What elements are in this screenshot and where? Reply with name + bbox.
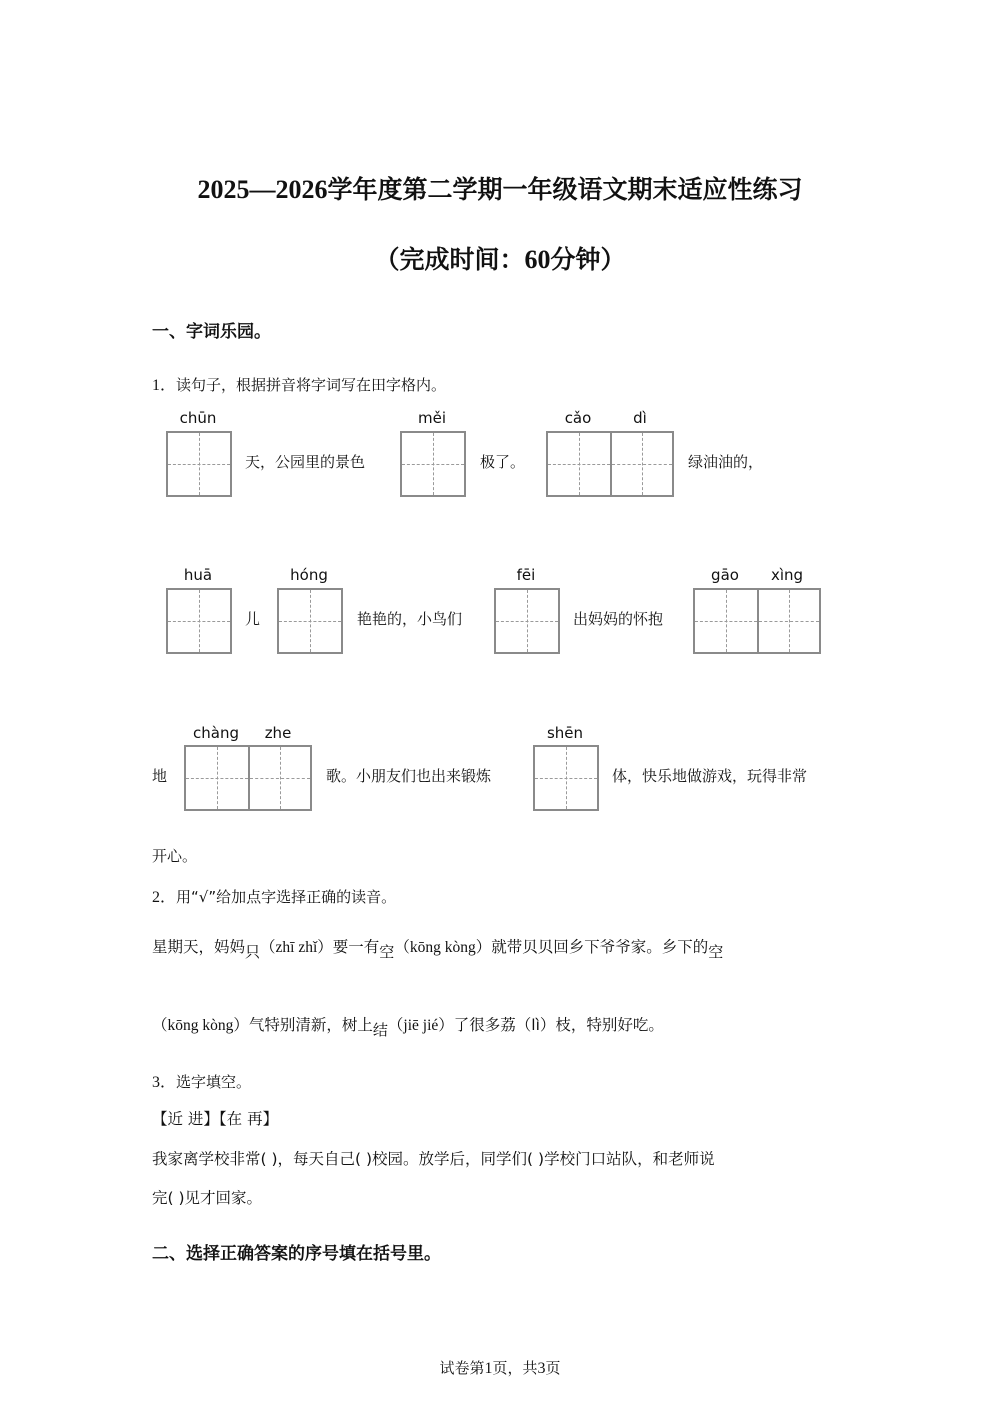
pinyin-gao: gāo bbox=[711, 566, 739, 584]
sentence-fragment: 艳艳的，小鸟们 bbox=[357, 610, 463, 628]
title-year: 2025—2026 bbox=[197, 175, 328, 204]
question-2-text: 用“√”给加点字选择正确的读音。 bbox=[176, 888, 397, 906]
q3-line1[interactable]: 我家离学校非常( )，每天自己( )校园。放学后，同学们( )学校门口站队，和老师说 bbox=[152, 1150, 715, 1168]
sentence-fragment: 出妈妈的怀抱 bbox=[573, 610, 664, 628]
question-3-number: 3． bbox=[152, 1074, 177, 1091]
dotted-char: 空 bbox=[379, 943, 395, 961]
q2-paragraph-line2 bbox=[152, 1013, 664, 1039]
tianzige-box-double[interactable] bbox=[546, 431, 674, 497]
tianzige-box-double[interactable] bbox=[693, 588, 821, 654]
question-2-number: 2． bbox=[152, 889, 177, 906]
pinyin-fei: fēi bbox=[516, 566, 536, 584]
dotted-char: 结 bbox=[372, 1021, 388, 1039]
title-text: 学年度第二学期一年级语文期末适应性练习 bbox=[327, 175, 803, 204]
q2-text: 了很多荔（lì）枝，特别好吃。 bbox=[453, 1016, 664, 1034]
pinyin-zhe: zhe bbox=[264, 724, 292, 742]
pinyin-cao: cǎo bbox=[564, 409, 592, 427]
tianzige-box[interactable] bbox=[277, 588, 343, 654]
tianzige-box[interactable] bbox=[166, 431, 232, 497]
dotted-char: 空 bbox=[708, 943, 724, 961]
tianzige-box-double[interactable] bbox=[184, 745, 312, 811]
pinyin-options[interactable]: （zhī zhǐ） bbox=[260, 939, 333, 956]
sentence-fragment: 绿油油的， bbox=[688, 453, 764, 471]
question-2 bbox=[152, 884, 396, 907]
section-heading-1: 一、字词乐园。 bbox=[152, 322, 271, 342]
pinyin-mei: měi bbox=[417, 409, 446, 427]
subtitle-close: 分钟） bbox=[550, 245, 626, 274]
pinyin-options[interactable]: （jiē jié） bbox=[387, 1017, 454, 1034]
question-3-text: 选字填空。 bbox=[176, 1073, 252, 1091]
question-1 bbox=[152, 372, 446, 395]
tianzige-box[interactable] bbox=[494, 588, 560, 654]
footer-text: 页 bbox=[545, 1359, 561, 1377]
footer-page-number: 1 bbox=[484, 1360, 493, 1377]
pinyin-options[interactable]: （kōng kòng） bbox=[152, 1017, 249, 1034]
footer-text: 试卷第 bbox=[439, 1359, 485, 1377]
sentence-fragment: 地 bbox=[152, 767, 168, 785]
footer-text: 页，共 bbox=[492, 1359, 538, 1377]
pinyin-shen: shēn bbox=[546, 724, 584, 742]
footer-total-pages: 3 bbox=[537, 1360, 546, 1377]
tianzige-box[interactable] bbox=[533, 745, 599, 811]
pinyin-hua: huā bbox=[183, 566, 213, 584]
subtitle-open: （完成时间： bbox=[374, 245, 525, 274]
q2-paragraph-line1 bbox=[152, 935, 724, 961]
sentence-fragment: 歌。小朋友们也出来锻炼 bbox=[326, 767, 492, 785]
q2-text: 星期天，妈妈 bbox=[152, 938, 246, 956]
q3-line2[interactable]: 完( )见才回家。 bbox=[152, 1189, 263, 1207]
q2-text: 气特别清新，树上 bbox=[248, 1016, 373, 1034]
pinyin-xing: xìng bbox=[770, 566, 804, 584]
subtitle-minutes: 60 bbox=[524, 245, 551, 274]
q2-text: 就带贝贝回乡下爷爷家。乡下的 bbox=[491, 938, 709, 956]
pinyin-chang: chàng bbox=[193, 724, 239, 742]
page-title bbox=[0, 170, 1000, 206]
question-3 bbox=[152, 1069, 251, 1092]
q3-options: 【近 进】【在 再】 bbox=[152, 1110, 279, 1128]
pinyin-di: dì bbox=[633, 409, 647, 427]
q2-text: 要一有 bbox=[332, 938, 380, 956]
page-footer bbox=[0, 1357, 1000, 1378]
pinyin-hong: hóng bbox=[290, 566, 328, 584]
tianzige-box[interactable] bbox=[400, 431, 466, 497]
question-1-number: 1． bbox=[152, 377, 177, 394]
tianzige-box[interactable] bbox=[166, 588, 232, 654]
sentence-fragment: 天，公园里的景色 bbox=[245, 453, 366, 471]
dotted-char: 只 bbox=[245, 943, 261, 961]
section-heading-2: 二、选择正确答案的序号填在括号里。 bbox=[152, 1244, 441, 1264]
pinyin-chun: chūn bbox=[179, 409, 217, 427]
sentence-fragment: 极了。 bbox=[480, 453, 526, 471]
sentence-tail: 开心。 bbox=[152, 847, 198, 865]
question-1-text: 读句子，根据拼音将字词写在田字格内。 bbox=[176, 376, 447, 394]
sentence-fragment: 体，快乐地做游戏，玩得非常 bbox=[612, 767, 808, 785]
page-subtitle bbox=[0, 240, 1000, 276]
pinyin-options[interactable]: （kōng kòng） bbox=[394, 939, 492, 956]
sentence-fragment: 儿 bbox=[245, 610, 261, 628]
